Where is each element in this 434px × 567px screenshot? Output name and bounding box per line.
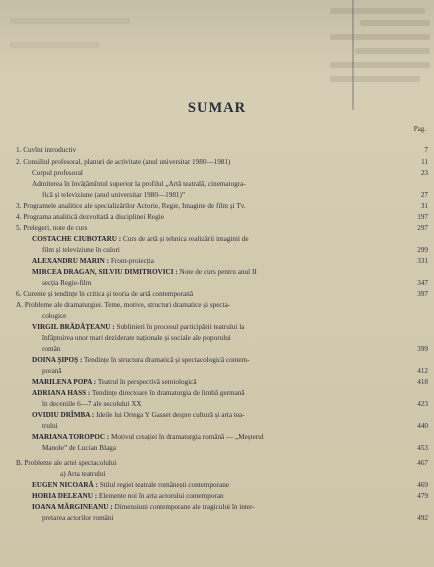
bleed-through-area — [0, 0, 434, 80]
toc-entry-text — [42, 444, 116, 453]
toc-entry-text — [32, 389, 245, 398]
toc-entry-title: Elemente noi în arta actorului contemporan — [98, 492, 224, 500]
toc-entry-title: Sublinieri în procesul participării teatrului la — [116, 323, 245, 331]
toc-entry-page: 197 — [417, 213, 428, 221]
toc-entry-text — [16, 301, 230, 310]
toc-entry-text — [42, 422, 58, 431]
toc-entry-title: 2. Consiliul profesoral, planuri de activitate (anul universitar 1980—1981) — [16, 158, 231, 166]
toc-entry-text — [42, 514, 113, 523]
toc-entry-title: a) Arta teatrului — [60, 470, 106, 478]
toc-entry-title: trului — [42, 422, 58, 430]
toc-entry-author: HORIA DELEANU : — [32, 492, 98, 500]
toc-entry-page: 412 — [417, 367, 428, 375]
toc-entry-text — [42, 312, 66, 321]
page-fold-line — [352, 0, 354, 110]
toc-entry-page: 423 — [417, 400, 428, 408]
toc-entry-page: 31 — [420, 202, 428, 210]
toc-entry-text — [32, 433, 264, 442]
toc-entry-title: Tendințe directoare în dramaturgia de limbă germană — [91, 389, 245, 397]
toc-entry-title: înfăptuirea unor mari deziderate naționale și sociale ale poporului — [42, 334, 231, 342]
toc-entry-title: Note de curs pentru anul II — [179, 268, 257, 276]
page-column-label: Pag. — [413, 125, 426, 133]
toc-entry-title: român — [42, 345, 61, 353]
toc-entry-title: Dimensiuni contemporane ale tragicului în inter- — [114, 503, 255, 511]
toc-entry-text — [32, 378, 197, 387]
toc-entry-title: film și televiziune în culori — [42, 246, 120, 254]
toc-entry-page: 347 — [417, 279, 428, 287]
toc-entry-page: 397 — [417, 290, 428, 298]
toc-entry-author: ALEXANDRU MARIN : — [32, 257, 110, 265]
toc-entry-author: EUGEN NICOARĂ : — [32, 481, 98, 489]
toc-entry-text — [16, 459, 116, 468]
toc-entry-page: 479 — [417, 492, 428, 500]
toc-entry-title: Corpul profesoral — [32, 169, 83, 177]
toc-entry-title: secția Regie-film — [42, 279, 92, 287]
toc-entry-page: 440 — [417, 422, 428, 430]
toc-entry-text — [32, 257, 154, 266]
toc-entry-title: 4. Programa analitică dezvoltată a disciplinei Regie — [16, 213, 164, 221]
toc-entry-title: fică și televiziune (anul universitar 1980—1981)” — [42, 191, 186, 199]
toc-entry-author: MARILENA POPA : — [32, 378, 97, 386]
toc-entry-title: cologice — [42, 312, 67, 320]
toc-entry-title: 6. Curente și tendințe în critica și teoria de artă contemporană — [16, 290, 194, 298]
toc-entry-title: Motivul creației în dramaturgia română — „Meșterul — [111, 433, 264, 441]
toc-entry-text — [32, 411, 245, 420]
toc-entry-title: 5. Prelegeri, note de curs — [16, 224, 88, 232]
toc-entry-text — [42, 367, 62, 376]
toc-entry-page: 469 — [417, 481, 428, 489]
toc-entry-author: VIRGIL BRĂDĂȚEANU : — [32, 323, 115, 331]
toc-entry-title: Teatrul în perspectivă semiologică — [97, 378, 197, 386]
toc-entry-text — [16, 158, 230, 167]
toc-entry-author: ADRIANA HASS : — [32, 389, 91, 397]
toc-entry-title: B. Probleme ale artei spectacolului — [16, 459, 117, 467]
toc-entry-title: Stilul regiei teatrale românești contemporane — [99, 481, 230, 489]
toc-entry-title: 1. Cuvînt introductiv — [16, 146, 77, 154]
toc-entry-text — [32, 180, 246, 189]
toc-entry-title: pretarea actorilor români — [42, 514, 114, 522]
toc-entry-text — [42, 400, 142, 409]
toc-entry-page: 331 — [417, 257, 428, 265]
toc-entry-text — [16, 213, 164, 222]
toc-entry-text — [42, 191, 185, 200]
toc-entry-author: COSTACHE CIUBOTARU : — [32, 235, 122, 243]
toc-entry-author: OVIDIU DRÎMBA : — [32, 411, 95, 419]
toc-entry-page: 7 — [424, 146, 428, 154]
toc-entry-title: Ideile lui Ortega Y Gasset despre cultură și arta tea- — [96, 411, 245, 419]
toc-entry-text — [16, 290, 193, 299]
toc-entry-page: 11 — [421, 158, 428, 166]
toc-entry-text — [42, 279, 91, 288]
toc-entry-text — [32, 169, 83, 178]
toc-entry-text — [16, 202, 246, 211]
toc-entry-page: 453 — [417, 444, 428, 452]
toc-entry-page: 399 — [417, 345, 428, 353]
toc-entry-page: 492 — [417, 514, 428, 522]
toc-entry-text — [60, 470, 106, 479]
toc-entry-text — [16, 146, 76, 155]
toc-entry-title: A. Probleme ale dramaturgiei. Teme, motive, structuri dramatice și specta- — [16, 301, 231, 309]
toc-entry-text — [16, 224, 87, 233]
toc-entry-text — [32, 356, 250, 365]
toc-entry-text — [32, 235, 249, 244]
toc-entry-title: Tendințe în structura dramatică și spectacologică contem- — [84, 356, 250, 364]
toc-entry-title: Admiterea în învățămîntul superior la profilul „Artă teatrală, cinematogra- — [32, 180, 246, 188]
toc-entry-title: porană — [42, 367, 62, 375]
page-title: SUMAR — [187, 100, 247, 116]
toc-entry-title: Manole” de Lucian Blaga — [42, 444, 117, 452]
toc-entry-title: 3. Programele analitice ale specializărilor Actorie, Regie, Imagine de film și Tv. — [16, 202, 246, 210]
toc-entry-text — [32, 268, 257, 277]
toc-entry-text — [42, 246, 120, 255]
toc-entry-page: 418 — [417, 378, 428, 386]
toc-entry-title: în deceniile 6—7 ale secolului XX — [42, 400, 142, 408]
toc-entry-page: 23 — [420, 169, 428, 177]
toc-entry-title: Curs de artă și tehnica realizării imaginii de — [122, 235, 249, 243]
toc-entry-text — [32, 481, 229, 490]
toc-entry-author: DOINA ȘIPOȘ : — [32, 356, 83, 364]
toc-entry-author: MARIANA TOROPOC : — [32, 433, 110, 441]
toc-entry-text — [32, 503, 255, 512]
toc-entry-page: 299 — [417, 246, 428, 254]
toc-entry-title: Front-proiecția — [110, 257, 154, 265]
toc-entry-text — [32, 323, 244, 332]
toc-entry-page: 27 — [420, 191, 428, 199]
toc-entry-text — [42, 334, 231, 343]
toc-entry-page: 297 — [417, 224, 428, 232]
toc-entry-author: MIRCEA DRAGAN, SILVIU DIMITROVICI : — [32, 268, 178, 276]
toc-entry-author: IOANA MĂRGINEANU : — [32, 503, 113, 511]
toc-entry-text — [32, 492, 224, 501]
toc-entry-page: 467 — [417, 459, 428, 467]
toc-entry-text — [42, 345, 60, 354]
